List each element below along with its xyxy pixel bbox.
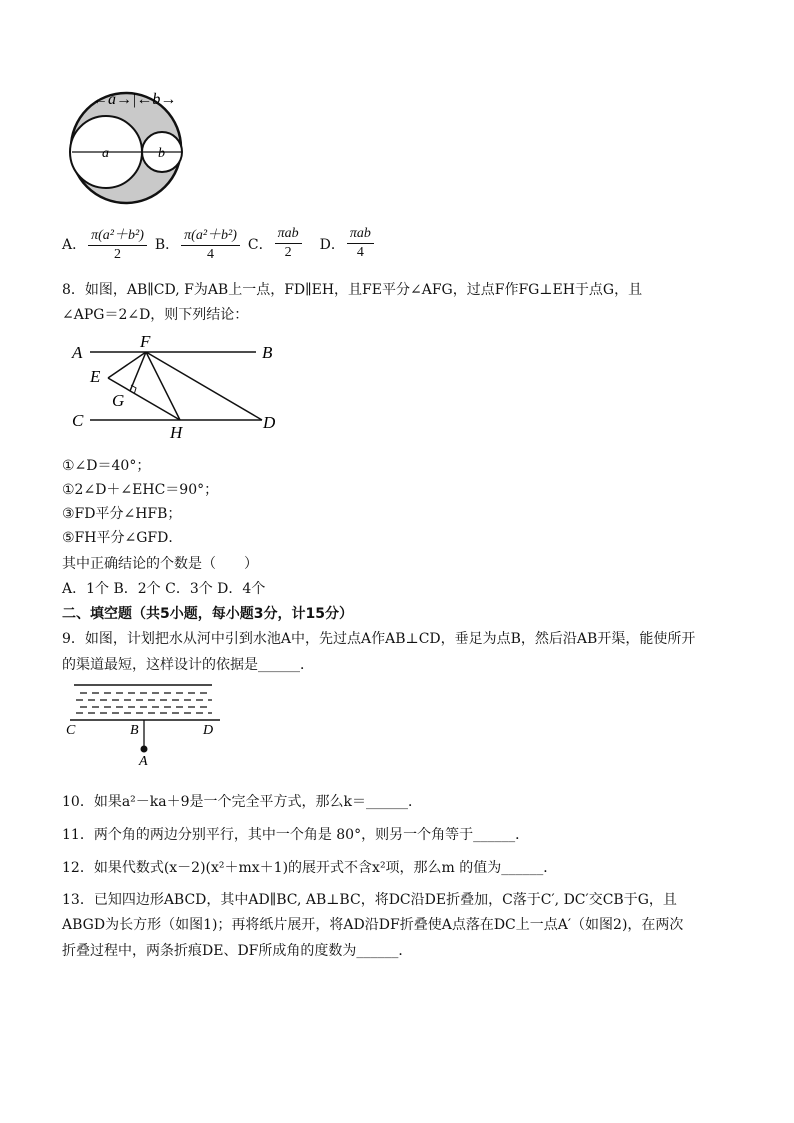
q12-text: 12．如果代数式(x－2)(x²＋mx＋1)的展开式不含x²项，那么m 的值为______．	[62, 860, 558, 876]
q8-conclusion-2: ①2∠D＋∠EHC＝90°；	[62, 482, 219, 498]
q13-line3: 折叠过程中，两条折痕DE、DF所成角的度数为______．	[62, 943, 413, 959]
q8-label-A: A	[72, 343, 83, 362]
q8-label-F: F	[140, 332, 151, 351]
q8-options[interactable]: A．1个 B．2个 C．3个 D．4个	[62, 581, 266, 597]
q8-line2: ∠APG＝2∠D，则下列结论：	[62, 307, 249, 323]
fraction: $\frac{\text{πab}}{4}$	[347, 226, 374, 261]
q7-label-b: b	[158, 146, 165, 161]
q7-options	[62, 224, 382, 263]
q10-text: 10．如果a²－ka＋9是一个完全平方式，那么k＝______．	[62, 794, 422, 810]
q8-label-E: E	[90, 367, 101, 386]
q7-option-b[interactable]: B． $\frac{\text{π(a²＋b²)}}{4}$	[155, 224, 242, 263]
q8-conclusion-3: ③FD平分∠HFB；	[62, 506, 182, 522]
q8-label-C: C	[72, 411, 84, 430]
q9-label-D: D	[203, 723, 214, 738]
q7-label-a: a	[102, 146, 109, 161]
q9-figure	[62, 680, 224, 768]
q13-line2: ABGD为长方形（如图1)；再将纸片展开，将AD沿DF折叠使A点落在DC上一点A′（如图2)，在两次	[62, 917, 684, 933]
q8-conclusion-4: ⑤FH平分∠GFD．	[62, 530, 183, 546]
fraction: $\frac{\text{π(a²＋b²)}}{2}$	[88, 224, 147, 263]
q8-label-B: B	[262, 343, 273, 362]
q8-label-D: D	[263, 413, 276, 432]
q9-label-B: B	[130, 723, 139, 738]
q7-option-c[interactable]: C． $\frac{\text{πab}}{2}$	[248, 226, 304, 261]
q13-line1: 13．已知四边形ABCD，其中AD∥BC, AB⊥BC，将DC沿DE折叠加，C落于C′, DC′交CB于G，且	[62, 892, 677, 908]
q11-text: 11．两个角的两边分别平行，其中一个角是 80°，则另一个角等于______．	[62, 827, 530, 843]
fraction: $\frac{\text{π(a²＋b²)}}{4}$	[181, 224, 240, 263]
q8-figure	[66, 330, 290, 442]
q9-line1: 9．如图，计划把水从河中引到水池A中，先过点A作AB⊥CD，垂足为点B，然后沿AB开渠，能使所开	[62, 631, 696, 647]
q8-question: 其中正确结论的个数是（ ）	[62, 556, 258, 572]
q8-conclusion-1: ①∠D＝40°；	[62, 458, 151, 474]
q9-label-C: C	[66, 723, 76, 738]
section-title: 二、填空题（共5小题，每小题3分，计15分）	[62, 606, 353, 622]
q7-option-a[interactable]: A． $\frac{\text{π(a²＋b²)}}{2}$	[62, 224, 149, 263]
q8-line1: 8．如图，AB∥CD, F为AB上一点，FD∥EH，且FE平分∠AFG，过点F作FG⊥EH于点G，且	[62, 282, 643, 298]
q7-top-label: ←a→|←b→	[92, 91, 177, 108]
q8-label-H: H	[170, 423, 183, 442]
q9-label-A: A	[139, 754, 148, 768]
fraction: $\frac{\text{πab}}{2}$	[275, 226, 302, 261]
q9-line2: 的渠道最短，这样设计的依据是______．	[62, 657, 314, 673]
q7-figure	[62, 84, 192, 209]
q7-option-d[interactable]: D． $\frac{\text{πab}}{4}$	[320, 226, 376, 261]
q8-label-G: G	[112, 391, 125, 410]
